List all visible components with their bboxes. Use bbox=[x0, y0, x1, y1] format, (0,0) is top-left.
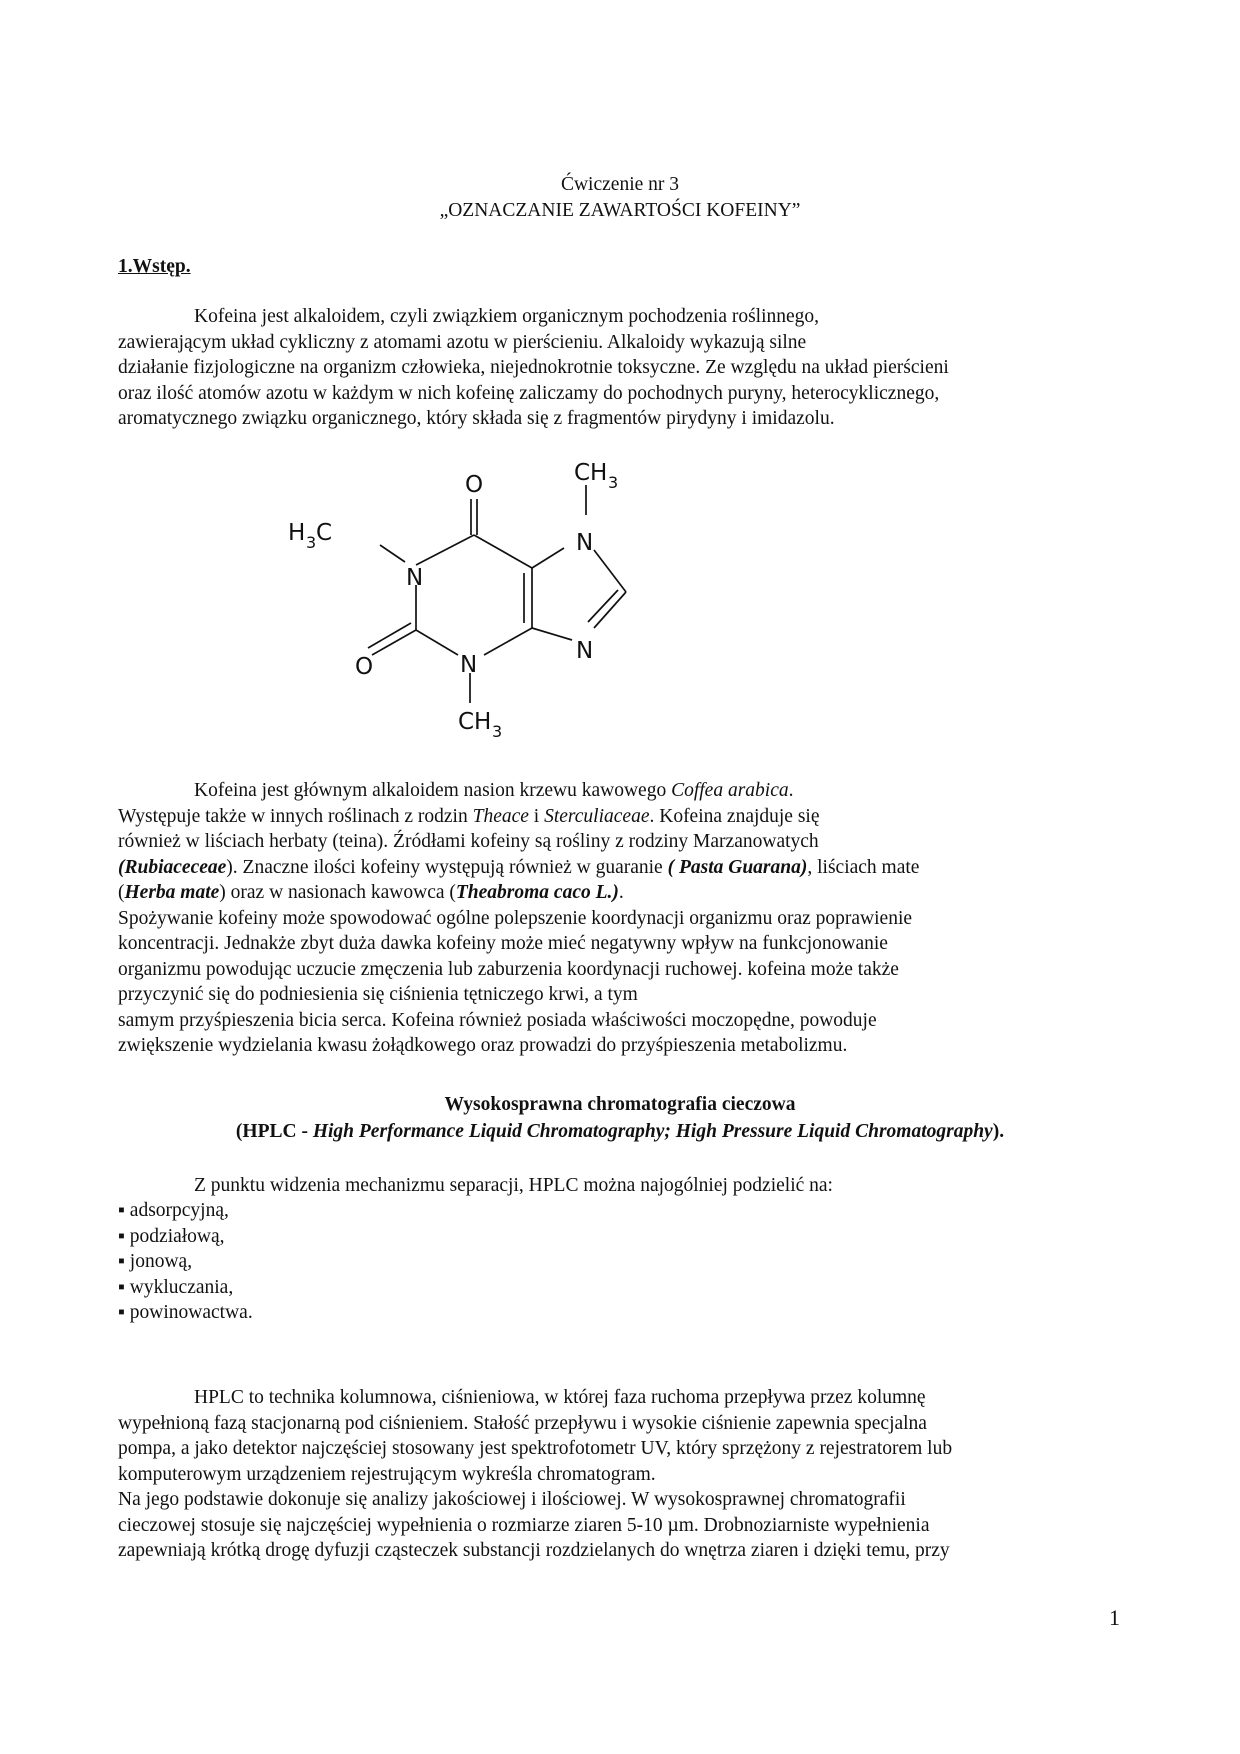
list-item: ▪ powinowactwa. bbox=[118, 1302, 253, 1323]
atom-n3: N bbox=[460, 652, 478, 678]
paragraph-line: HPLC to technika kolumnowa, ciśnieniowa, w której faza ruchoma przepływa przez kolumnę bbox=[194, 1387, 926, 1408]
paragraph-line: Z punktu widzenia mechanizmu separacji, HPLC można najogólniej podzielić na: bbox=[194, 1175, 833, 1196]
list-item: ▪ wykluczania, bbox=[118, 1276, 234, 1298]
page-number: 1 bbox=[1109, 1605, 1120, 1630]
paragraph-line bbox=[118, 855, 1128, 881]
list-item: ▪ adsorpcyjną, bbox=[118, 1200, 229, 1221]
italic-family-name: Theace bbox=[472, 805, 529, 827]
atom-ch3-bottom-subscript: 3 bbox=[492, 722, 503, 741]
text-run: ( bbox=[118, 882, 125, 903]
hplc-section-title: Wysokosprawna chromatografia cieczowa bbox=[444, 1094, 796, 1115]
atom-n9: N bbox=[576, 638, 594, 664]
paragraph-line: Spożywanie kofeiny może spowodować ogólne polepszenie koordynacji organizmu oraz poprawienie bbox=[118, 907, 913, 929]
text-run: . bbox=[788, 780, 794, 801]
paragraph-line bbox=[118, 880, 1128, 906]
intro-line: zawierającym układ cykliczny z atomami azotu w pierścieniu. Alkaloidy wykazują silne bbox=[118, 331, 807, 353]
atom-h3c-left-h: H bbox=[288, 520, 306, 546]
italic-family-name: (Rubiaceceae bbox=[118, 856, 227, 878]
italic-species-name: Theabroma caco L.) bbox=[455, 882, 619, 903]
paragraph-line: koncentracji. Jednakże zbyt duża dawka kofeiny może mieć negatywny wpływ na funkcjonowanie bbox=[118, 933, 888, 954]
atom-h3c-left-c: C bbox=[316, 520, 333, 546]
bond-c6-n1 bbox=[416, 535, 474, 565]
bond-n3-c4 bbox=[484, 628, 532, 655]
text-run: Kofeina jest głównym alkaloidem nasion krzewu kawowego bbox=[194, 780, 672, 801]
paragraph-line: cieczowej stosuje się najczęściej wypełnienia o rozmiarze ziaren 5-10 µm. Drobnoziarniste wypełnienia bbox=[118, 1514, 930, 1536]
paragraph-line: wypełnioną fazą stacjonarną pod ciśnieniem. Stałość przepływu i wysokie ciśnienie zapewnia specjalna bbox=[118, 1412, 927, 1434]
bond-c6-c5 bbox=[474, 535, 532, 568]
bond-n7-c8 bbox=[594, 550, 626, 592]
paragraph-line: Na jego podstawie dokonuje się analizy jakościowej i ilościowej. W wysokosprawnej chromatografii bbox=[118, 1489, 906, 1510]
atom-n7: N bbox=[576, 530, 594, 556]
paragraph-line: zapewniają krótką drogę dyfuzji cząsteczek substancji rozdzielanych do wnętrza ziaren i dzięki temu, przy bbox=[118, 1540, 950, 1561]
italic-product-name: Herba mate bbox=[124, 882, 220, 903]
section-heading-introduction: 1.Wstęp. bbox=[118, 256, 191, 277]
text-run: ) oraz w nasionach kawowca ( bbox=[219, 882, 456, 903]
text-run: . bbox=[618, 882, 624, 903]
text-run: i bbox=[528, 805, 545, 827]
atom-o-left: O bbox=[355, 654, 374, 680]
list-item: ▪ podziałową, bbox=[118, 1225, 225, 1247]
atom-ch3-bottom: CH bbox=[458, 709, 492, 735]
caffeine-sources-paragraph bbox=[118, 778, 1128, 1059]
paragraph-line: zwiększenie wydzielania kwasu żołądkowego oraz prowadzi do przyśpieszenia metabolizmu. bbox=[118, 1035, 848, 1056]
intro-line: aromatycznego związku organicznego, który składa się z fragmentów pirydyny i imidazolu. bbox=[118, 408, 835, 429]
paragraph-line: przyczynić się do podniesienia się ciśnienia tętniczego krwi, a tym bbox=[118, 984, 638, 1005]
atom-h3c-left-subscript: 3 bbox=[306, 533, 317, 552]
text-run: , liściach mate bbox=[807, 856, 920, 878]
paragraph-line: komputerowym urządzeniem rejestrującym wykreśla chromatogram. bbox=[118, 1463, 656, 1485]
italic-product-name: ( Pasta Guarana) bbox=[667, 856, 808, 878]
atom-ch3-top: CH bbox=[574, 460, 608, 486]
separation-types-list bbox=[118, 1198, 253, 1326]
atom-ch3-top-subscript: 3 bbox=[608, 473, 619, 492]
paragraph-line: pompa, a jako detektor najczęściej stosowany jest spektrofotometr UV, który sprzężony z rejestratorem lub bbox=[118, 1438, 953, 1459]
italic-english-term: High Performance Liquid Chromatography; High Pressure Liquid Chromatography bbox=[312, 1121, 993, 1142]
hplc-description-paragraph bbox=[118, 1385, 1128, 1564]
exercise-title: „OZNACZANIE ZAWARTOŚCI KOFEINY” bbox=[439, 200, 801, 221]
text-run: . Kofeina znajduje się bbox=[649, 805, 820, 827]
hplc-section-subtitle bbox=[0, 1119, 1240, 1145]
caffeine-structure-diagram bbox=[288, 455, 660, 755]
bond-c2-n3 bbox=[416, 630, 458, 655]
intro-paragraph bbox=[118, 304, 1128, 432]
paragraph-line: również w liściach herbaty (teina). Źródłami kofeiny są rośliny z rodziny Marzanowatych bbox=[118, 831, 819, 852]
bond-c4-n9 bbox=[532, 628, 572, 640]
paragraph-line bbox=[118, 804, 1128, 830]
exercise-number: Ćwiczenie nr 3 bbox=[560, 174, 680, 195]
text-run: Występuje także w innych roślinach z rodzin bbox=[118, 805, 473, 827]
bond-c5-n7 bbox=[532, 548, 564, 568]
paragraph-line bbox=[118, 778, 1128, 804]
text-run: ). Znaczne ilości kofeiny występują również w guaranie bbox=[226, 856, 668, 878]
intro-line: działanie fizjologiczne na organizm człowieka, niejednokrotnie toksyczne. Ze względu na układ pierścieni bbox=[118, 357, 949, 378]
bond-n1-methyl bbox=[380, 545, 405, 562]
text-run: (HPLC - bbox=[235, 1121, 313, 1142]
atom-o-top: O bbox=[465, 472, 484, 498]
intro-line: Kofeina jest alkaloidem, czyli związkiem organicznym pochodzenia roślinnego, bbox=[194, 306, 820, 327]
text-run: ). bbox=[992, 1121, 1005, 1142]
paragraph-line: organizmu powodując uczucie zmęczenia lub zaburzenia koordynacji ruchowej. kofeina może także bbox=[118, 958, 899, 980]
list-item: ▪ jonową, bbox=[118, 1251, 193, 1272]
paragraph-line: samym przyśpieszenia bicia serca. Kofeina również posiada właściwości moczopędne, powoduje bbox=[118, 1009, 877, 1031]
intro-line: oraz ilość atomów azotu w każdym w nich kofeinę zaliczamy do pochodnych puryny, heterocyklicznego, bbox=[118, 382, 940, 404]
atom-n1: N bbox=[406, 565, 424, 591]
italic-species-name: Coffea arabica bbox=[671, 780, 789, 801]
italic-family-name: Sterculiaceae bbox=[544, 805, 650, 827]
separation-intro bbox=[118, 1173, 1128, 1199]
